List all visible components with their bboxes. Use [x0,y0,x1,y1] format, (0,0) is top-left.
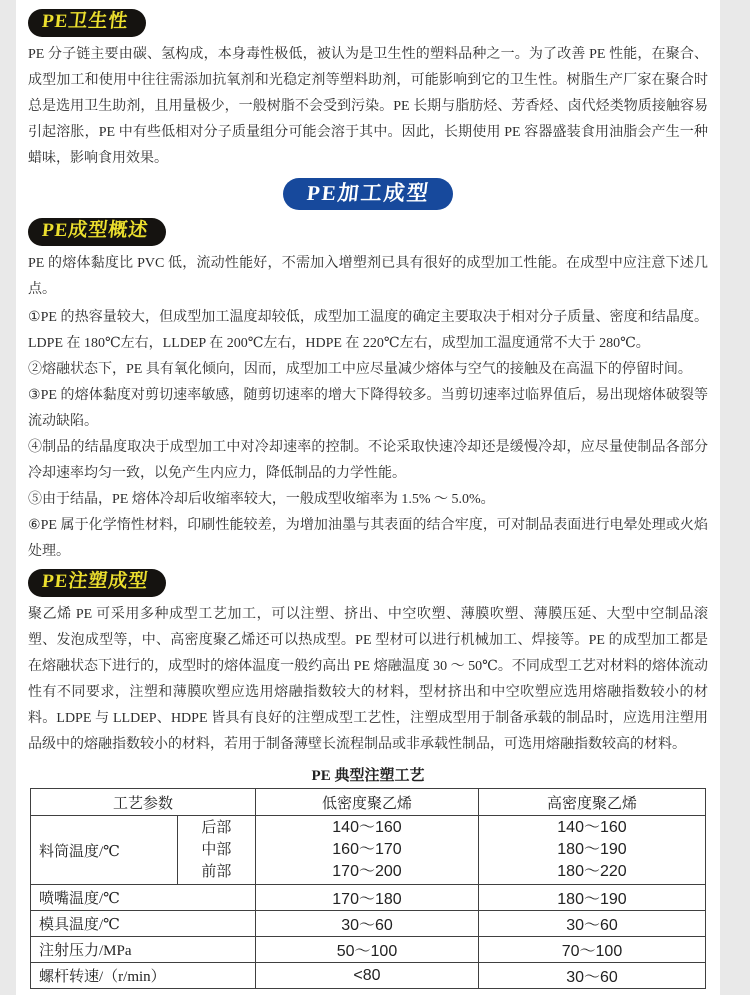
header-param: 工艺参数 [31,789,256,816]
section-overview [28,218,708,565]
table-row-barrel-temp [31,816,706,885]
hygiene-paragraph: PE 分子链主要由碳、氢构成，本身毒性极低，被认为是卫生性的塑料品种之一。为了改善 PE 性能，在聚合、成型加工和使用中往往需添加抗氧剂和光稳定剂等塑料助剂，可能影响到它的卫生性。树脂生产厂家在聚合时总是选用卫生助剂，且用量极少，一般树脂不会受到污染。PE 长期与脂肪烃、芳香烃、卤代烃类物质接触容易引起溶胀，PE 中有些低相对分子质量组分可能会溶于其中。因此，长期使用 PE 容器盛装食用油脂会产生一种蜡味，影响食用效果。 [28,47,708,166]
mold-temp-label: 模具温度/℃ [31,911,256,937]
overview-point-2: ②熔融状态下，PE 具有氧化倾向，因而，成型加工中应尽量减少熔体与空气的接触及在高温下的停留时间。 [28,362,692,377]
table-title: PE 典型注塑工艺 [311,768,425,784]
barrel-temp-zones [177,816,255,885]
barrel-temp-ldpe [256,816,479,885]
document-sheet [16,0,720,995]
barrel-ldpe-rear: 140～160 [332,819,402,836]
barrel-ldpe-middle: 160～170 [332,841,402,858]
table-row-mold-temp [31,911,706,937]
table-row-screw-speed [31,963,706,989]
overview-point-5: ⑤由于结晶，PE 熔体冷却后收缩率较大，一般成型收缩率为 1.5% ～ 5.0%。 [28,492,495,507]
mold-temp-ldpe: 30～60 [256,911,479,937]
overview-point-6: ⑥PE 属于化学惰性材料，印刷性能较差，为增加油墨与其表面的结合牢度，可对制品表面进行电晕处理或火焰处理。 [28,518,708,559]
section-hygiene [28,9,708,172]
hygiene-section-badge [28,9,146,37]
table-row-injection-pressure [31,937,706,963]
overview-point-1: ①PE 的热容量较大，但成型加工温度却较低，成型加工温度的确定主要取决于相对分子质量、密度和结晶度。LDPE 在 180℃左右，LLDEP 在 200℃左右，HDPE 在 220℃左右，成型加工温度通常不大于 280℃。 [28,310,708,351]
injection-pressure-ldpe: 50～100 [256,937,479,963]
hygiene-badge-label: PE卫生性 [40,11,130,32]
barrel-hdpe-middle: 180～190 [557,841,627,858]
injection-pressure-label: 注射压力/MPa [31,937,256,963]
overview-point-3: ③PE 的熔体黏度对剪切速率敏感，随剪切速率的增大下降得较多。当剪切速率过临界值后，易出现熔体破裂等流动缺陷。 [28,388,708,429]
overview-point-4: ④制品的结晶度取决于成型加工中对冷却速率的控制。不论采取快速冷却还是缓慢冷却，应尽量使制品各部分冷却速率均匀一致，以免产生内应力，降低制品的力学性能。 [28,440,708,481]
zone-middle: 中部 [201,842,232,858]
mold-temp-hdpe: 30～60 [478,911,705,937]
barrel-temp-label: 料筒温度/℃ [31,816,178,885]
main-title-row [28,178,708,210]
nozzle-temp-label: 喷嘴温度/℃ [31,885,256,911]
injection-pressure-hdpe: 70～100 [478,937,705,963]
injection-section-badge [28,569,166,597]
header-ldpe: 低密度聚乙烯 [256,789,479,816]
injection-process-table [30,788,706,989]
barrel-ldpe-front: 170～200 [332,863,402,880]
table-header-row [31,789,706,816]
screw-speed-label: 螺杆转速/（r/min） [31,963,256,989]
header-hdpe: 高密度聚乙烯 [478,789,705,816]
screw-speed-ldpe: <80 [256,963,479,989]
main-title-badge [283,178,454,210]
table-row-nozzle-temp [31,885,706,911]
overview-badge-label: PE成型概述 [40,220,150,241]
screw-speed-hdpe: 30～60 [478,963,705,989]
overview-intro: PE 的熔体黏度比 PVC 低，流动性能好，不需加入增塑剂已具有很好的成型加工性能。在成型中应注意下述几点。 [28,256,708,297]
nozzle-temp-hdpe: 180～190 [478,885,705,911]
nozzle-temp-ldpe: 170～180 [256,885,479,911]
barrel-temp-hdpe [478,816,705,885]
section-injection [28,569,708,758]
injection-badge-label: PE注塑成型 [40,571,150,592]
overview-section-badge [28,218,166,246]
injection-paragraph: 聚乙烯 PE 可采用多种成型工艺加工，可以注塑、挤出、中空吹塑、薄膜吹塑、薄膜压延、大型中空制品滚塑、发泡成型等，中、高密度聚乙烯还可以热成型。PE 型材可以进行机械加工、焊接等。PE 的成型加工都是在熔融状态下进行的，成型时的熔体温度一般约高出 PE 熔融温度 30 ～ 50℃。不同成型工艺对材料的熔体流动性有不同要求，注塑和薄膜吹塑应选用熔融指数较大的材料，型材挤出和中空吹塑应选用熔融指数较小的材料。LDPE 与 LLDEP、HDPE 皆具有良好的注塑成型工艺性，注塑成型用于制备承载的制品时，应选用注塑用品级中的熔融指数较小的材料，若用于制备薄壁长流程制品或非承载性制品，可选用熔融指数较高的材料。 [28,607,708,752]
zone-front: 前部 [201,864,232,880]
barrel-hdpe-front: 180～220 [557,863,627,880]
barrel-hdpe-rear: 140～160 [557,819,627,836]
main-title-label: PE加工成型 [305,181,431,205]
zone-rear: 后部 [201,820,232,836]
